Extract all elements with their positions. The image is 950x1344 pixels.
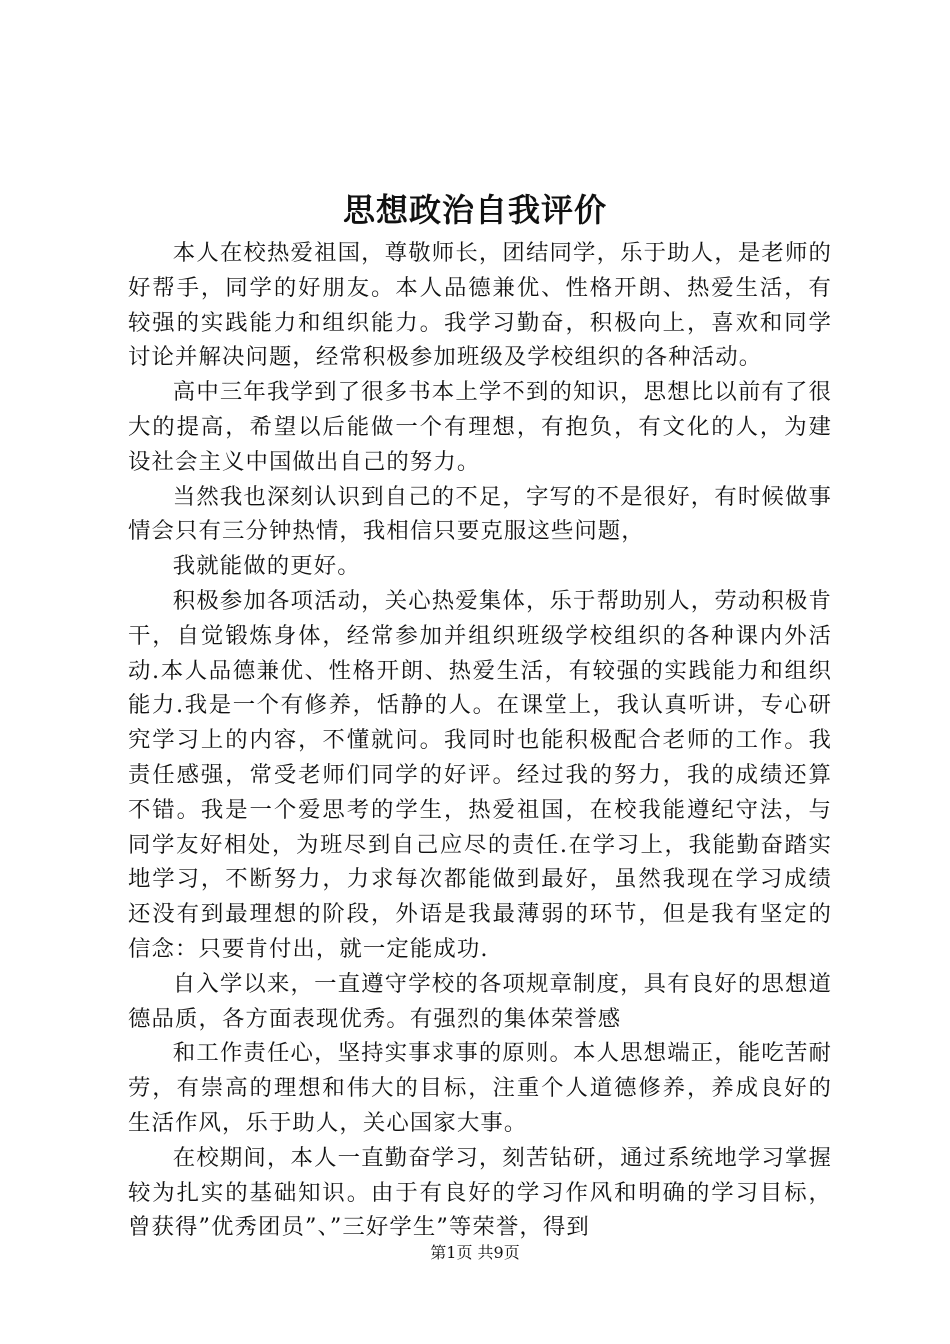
document-title: 思想政治自我评价 bbox=[342, 191, 607, 229]
paragraph-7: 和工作责任心，坚持实事求事的原则。本人思想端正，能吃苦耐劳，有崇高的理想和伟大的目标，注重个人道德修养，养成良好的生活作风，乐于助人，关心国家大事。 bbox=[128, 1040, 832, 1136]
paragraph-3: 当然我也深刻认识到自己的不足，字写的不是很好，有时候做事情会只有三分钟热情，我相信只要克服这些问题， bbox=[128, 483, 832, 545]
paragraph-6: 自入学以来，一直遵守学校的各项规章制度，具有良好的思想道德品质，各方面表现优秀。有强烈的集体荣誉感 bbox=[128, 970, 832, 1032]
paragraph-2: 高中三年我学到了很多书本上学不到的知识，思想比以前有了很大的提高，希望以后能做一个有理想，有抱负，有文化的人，为建设社会主义中国做出自己的努力。 bbox=[128, 379, 832, 475]
paragraph-4: 我就能做的更好。 bbox=[172, 553, 361, 580]
paragraph-5: 积极参加各项活动，关心热爱集体，乐于帮助别人，劳动积极肯干，自觉锻炼身体，经常参加并组织班级学校组织的各种课内外活动.本人品德兼优、性格开朗、热爱生活，有较强的实践能力和组织能力.我是一个有修养，恬静的人。在课堂上，我认真听讲，专心研究学习上的内容，不懂就问。我同时也能积极配合老师的工作。我责任感强，常受老师们同学的好评。经过我的努力，我的成绩还算不错。我是一个爱思考的学生，热爱祖国，在校我能遵纪守法，与同学友好相处，为班尽到自己应尽的责任.在学习上，我能勤奋踏实地学习，不断努力，力求每次都能做到最好，虽然我现在学习成绩还没有到最理想的阶段，外语是我最薄弱的环节，但是我有坚定的信念：只要肯付出，就一定能成功. bbox=[128, 587, 832, 962]
paragraph-8: 在校期间，本人一直勤奋学习，刻苦钻研，通过系统地学习掌握较为扎实的基础知识。由于有良好的学习作风和明确的学习目标，曾获得”优秀团员”、”三好学生”等荣誉，得到 bbox=[128, 1144, 832, 1241]
paragraph-1: 本人在校热爱祖国，尊敬师长，团结同学，乐于助人，是老师的好帮手，同学的好朋友。本人品德兼优、性格开朗、热爱生活，有较强的实践能力和组织能力。我学习勤奋，积极向上，喜欢和同学讨论并解决问题，经常积极参加班级及学校组织的各种活动。 bbox=[128, 240, 832, 371]
page-number-footer: 第1页 共9页 bbox=[430, 1243, 520, 1262]
document-body bbox=[128, 236, 832, 1245]
